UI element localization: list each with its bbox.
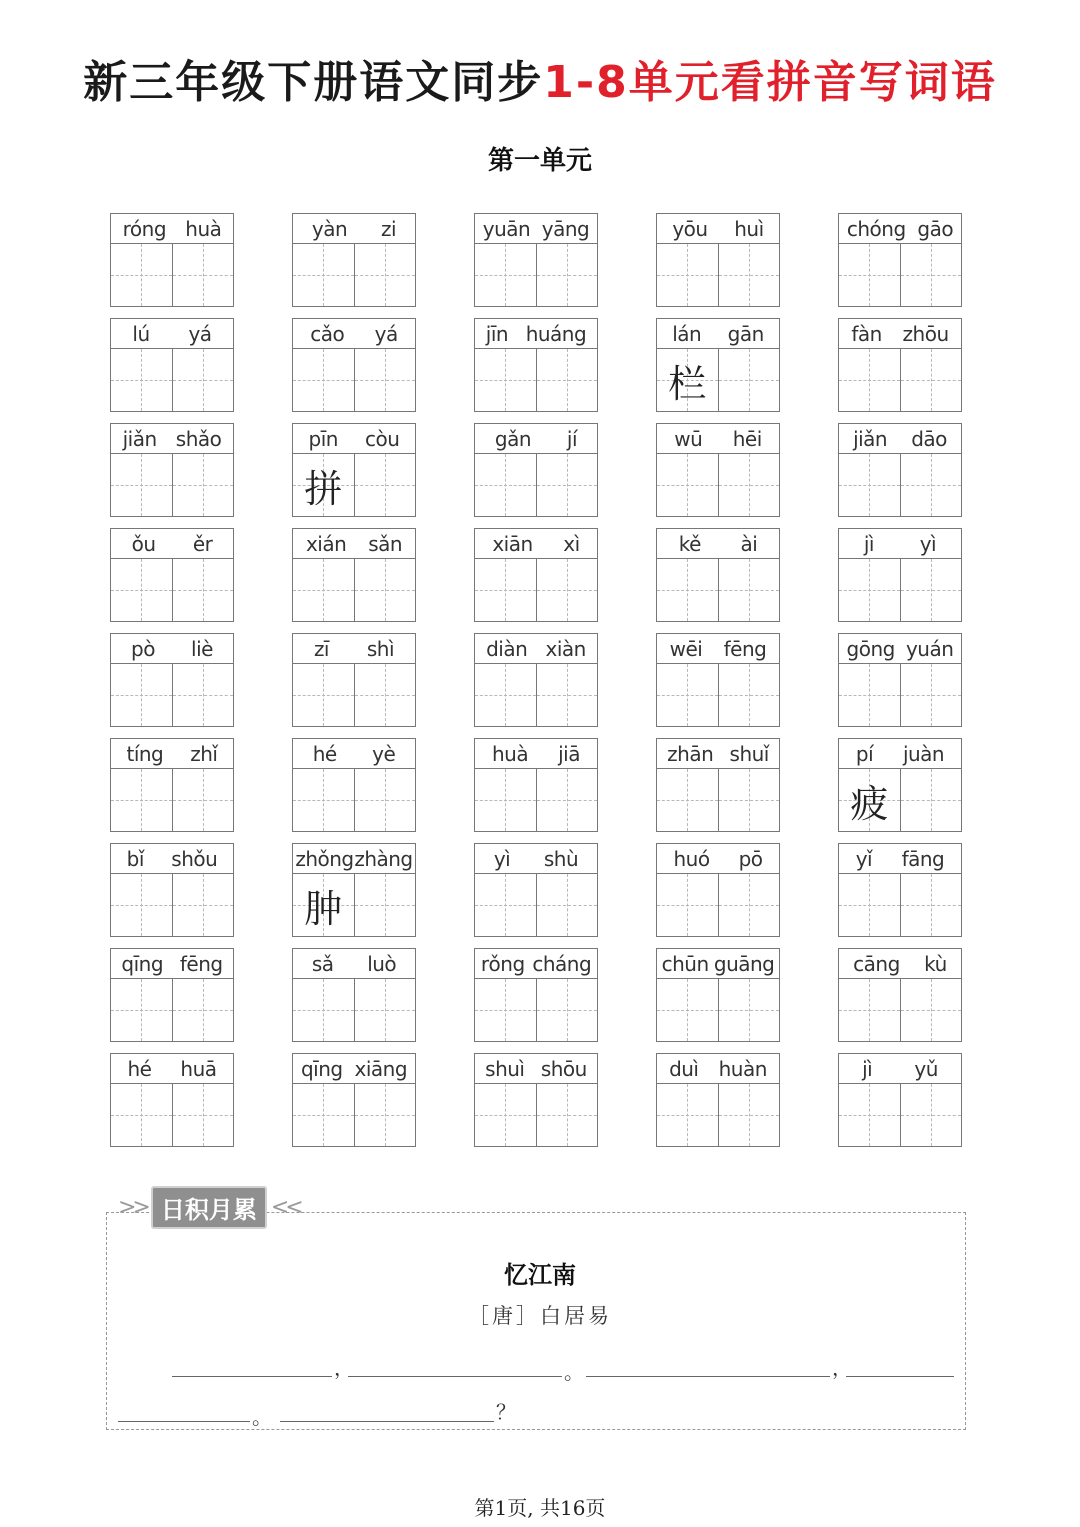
character-box[interactable] — [536, 244, 598, 306]
pinyin-row — [475, 424, 597, 454]
pinyin-syllable: gān — [727, 321, 764, 346]
pinyin-syllable: gāo — [917, 216, 954, 241]
word-card — [292, 948, 416, 1042]
pinyin-row — [475, 529, 597, 559]
word-card — [656, 1053, 780, 1147]
pinyin-row — [293, 949, 415, 979]
word-card — [292, 528, 416, 622]
pinyin-syllable: sǎ — [311, 951, 334, 976]
pinyin-row — [475, 214, 597, 244]
pinyin-syllable: yè — [372, 741, 396, 766]
character-box[interactable] — [839, 664, 900, 726]
pinyin-row — [839, 1054, 961, 1084]
pinyin-syllable: rǒng — [480, 951, 525, 976]
word-card — [656, 948, 780, 1042]
pinyin-syllable: hé — [312, 741, 337, 766]
word-card — [110, 843, 234, 937]
word-card — [110, 423, 234, 517]
character-box[interactable] — [111, 769, 172, 831]
badge-zigzag-right-icon: << — [270, 1194, 300, 1220]
pinyin-row — [293, 214, 415, 244]
pinyin-row — [839, 844, 961, 874]
blank-line[interactable] — [348, 1376, 562, 1377]
pinyin-row — [657, 214, 779, 244]
character-box[interactable] — [657, 979, 718, 1041]
character-box[interactable] — [111, 559, 172, 621]
blank-line[interactable] — [586, 1376, 830, 1377]
pinyin-row — [111, 739, 233, 769]
pinyin-syllable: jì — [862, 1056, 873, 1081]
character-box[interactable] — [354, 664, 416, 726]
character-box[interactable] — [839, 874, 900, 936]
blank-line[interactable] — [118, 1421, 250, 1422]
punctuation: ？ — [496, 1400, 516, 1424]
character-box[interactable] — [111, 979, 172, 1041]
word-card — [838, 843, 962, 937]
pinyin-row — [839, 529, 961, 559]
character-box[interactable] — [657, 874, 718, 936]
pinyin-syllable: huā — [180, 1056, 217, 1081]
character-answer: 栏 — [668, 361, 707, 406]
word-card — [110, 633, 234, 727]
page-footer: 第1页, 共16页 — [474, 1496, 606, 1520]
pinyin-syllable: yāng — [541, 216, 590, 241]
pinyin-syllable: xiāng — [354, 1056, 408, 1081]
character-box[interactable] — [657, 769, 718, 831]
character-box[interactable] — [354, 1084, 416, 1146]
character-box[interactable] — [172, 664, 234, 726]
pinyin-row — [839, 214, 961, 244]
punctuation: 。 — [564, 1360, 584, 1384]
pinyin-syllable: xiān — [492, 531, 533, 556]
word-card — [110, 318, 234, 412]
pinyin-syllable: tíng — [126, 741, 164, 766]
word-card — [110, 948, 234, 1042]
pinyin-row — [475, 739, 597, 769]
pinyin-syllable: zhōu — [902, 321, 949, 346]
pinyin-syllable: fēng — [723, 636, 767, 661]
word-grid — [110, 213, 970, 1147]
pinyin-syllable: fàn — [851, 321, 882, 346]
word-card — [292, 423, 416, 517]
word-card — [838, 738, 962, 832]
word-card — [292, 213, 416, 307]
character-box[interactable] — [839, 769, 900, 831]
pinyin-row — [111, 844, 233, 874]
word-card — [474, 318, 598, 412]
pinyin-row — [293, 319, 415, 349]
pinyin-syllable: duì — [669, 1056, 699, 1081]
character-box[interactable] — [900, 349, 962, 411]
word-card — [656, 423, 780, 517]
badge-zigzag-left-icon: >> — [118, 1194, 147, 1220]
pinyin-syllable: zhǒng — [295, 846, 354, 871]
word-card — [474, 633, 598, 727]
character-box[interactable] — [718, 664, 780, 726]
character-box[interactable] — [718, 244, 780, 306]
pinyin-syllable: pō — [738, 846, 763, 871]
pinyin-syllable: ài — [740, 531, 758, 556]
pinyin-syllable: gǎn — [494, 426, 532, 451]
character-box[interactable] — [657, 244, 718, 306]
pinyin-syllable: huó — [673, 846, 710, 871]
pinyin-syllable: xì — [563, 531, 580, 556]
pinyin-syllable: yì — [493, 846, 511, 871]
word-card — [292, 843, 416, 937]
pinyin-row — [839, 634, 961, 664]
character-box[interactable] — [536, 874, 598, 936]
character-box[interactable] — [718, 979, 780, 1041]
pinyin-row — [475, 319, 597, 349]
title-part-black: 新三年级下册语文同步 — [83, 57, 544, 108]
pinyin-syllable: huàn — [718, 1056, 767, 1081]
pinyin-syllable: jiǎn — [122, 426, 157, 451]
pinyin-row — [293, 844, 415, 874]
page-title — [0, 48, 1080, 118]
pinyin-syllable: ǒu — [131, 531, 156, 556]
character-box[interactable] — [293, 874, 354, 936]
pinyin-syllable: shuǐ — [729, 741, 769, 766]
character-box[interactable] — [475, 979, 536, 1041]
character-box[interactable] — [111, 349, 172, 411]
pinyin-syllable: yuān — [482, 216, 531, 241]
pinyin-syllable: juàn — [902, 741, 945, 766]
character-box[interactable] — [111, 1084, 172, 1146]
section-title: 第一单元 — [487, 146, 592, 176]
pinyin-syllable: zhàng — [354, 846, 413, 871]
pinyin-row — [111, 319, 233, 349]
character-box[interactable] — [839, 454, 900, 516]
pinyin-row — [839, 424, 961, 454]
pinyin-syllable: yàn — [311, 216, 348, 241]
pinyin-syllable: shǒu — [171, 846, 218, 871]
pinyin-row — [111, 424, 233, 454]
character-box[interactable] — [475, 559, 536, 621]
word-card — [838, 528, 962, 622]
poem-title: 忆江南 — [504, 1260, 576, 1289]
character-box[interactable] — [475, 349, 536, 411]
character-box[interactable] — [536, 664, 598, 726]
character-box[interactable] — [475, 244, 536, 306]
pinyin-syllable: xián — [305, 531, 347, 556]
character-box[interactable] — [900, 244, 962, 306]
character-box[interactable] — [475, 874, 536, 936]
character-box[interactable] — [172, 1084, 234, 1146]
pinyin-syllable: shuì — [485, 1056, 525, 1081]
character-box[interactable] — [657, 559, 718, 621]
pinyin-syllable: wū — [674, 426, 703, 451]
pinyin-row — [657, 1054, 779, 1084]
character-box[interactable] — [475, 664, 536, 726]
character-box[interactable] — [172, 979, 234, 1041]
pinyin-row — [475, 844, 597, 874]
pinyin-row — [293, 739, 415, 769]
pinyin-syllable: yuán — [905, 636, 954, 661]
character-box[interactable] — [354, 349, 416, 411]
pinyin-syllable: xiàn — [545, 636, 586, 661]
panel-badge — [118, 1188, 300, 1226]
character-answer: 疲 — [850, 781, 889, 826]
character-box[interactable] — [354, 454, 416, 516]
character-box[interactable] — [354, 979, 416, 1041]
poem-author: ［唐］白居易 — [468, 1304, 612, 1328]
pinyin-row — [657, 634, 779, 664]
pinyin-syllable: còu — [365, 426, 400, 451]
pinyin-syllable: jiā — [558, 741, 580, 766]
pinyin-syllable: lán — [672, 321, 702, 346]
word-card — [292, 1053, 416, 1147]
character-box[interactable] — [839, 244, 900, 306]
pinyin-syllable: yì — [919, 531, 937, 556]
word-card — [474, 423, 598, 517]
pinyin-syllable: bǐ — [126, 846, 144, 871]
pinyin-syllable: róng — [122, 216, 167, 241]
pinyin-syllable: dāo — [911, 426, 947, 451]
character-box[interactable] — [111, 454, 172, 516]
pinyin-row — [475, 1054, 597, 1084]
word-card — [474, 528, 598, 622]
character-box[interactable] — [475, 454, 536, 516]
pinyin-row — [657, 529, 779, 559]
character-box[interactable] — [839, 979, 900, 1041]
word-card — [474, 213, 598, 307]
pinyin-syllable: ěr — [192, 531, 213, 556]
character-box[interactable] — [172, 559, 234, 621]
word-card — [838, 213, 962, 307]
pinyin-row — [839, 739, 961, 769]
character-answer: 拼 — [304, 466, 343, 511]
pinyin-row — [657, 319, 779, 349]
pinyin-syllable: fāng — [901, 846, 945, 871]
character-box[interactable] — [718, 874, 780, 936]
character-box[interactable] — [657, 1084, 718, 1146]
pinyin-syllable: zhǐ — [190, 741, 218, 766]
pinyin-syllable: gōng — [846, 636, 895, 661]
pinyin-row — [111, 634, 233, 664]
pinyin-syllable: zi — [381, 216, 397, 241]
character-box[interactable] — [657, 349, 718, 411]
character-box[interactable] — [657, 454, 718, 516]
character-box[interactable] — [354, 559, 416, 621]
word-card — [838, 1053, 962, 1147]
pinyin-row — [657, 949, 779, 979]
character-box[interactable] — [354, 874, 416, 936]
character-box[interactable] — [536, 769, 598, 831]
pinyin-syllable: lú — [132, 321, 150, 346]
pinyin-syllable: yǔ — [914, 1056, 938, 1081]
character-box[interactable] — [536, 559, 598, 621]
character-box[interactable] — [293, 349, 354, 411]
pinyin-syllable: shù — [543, 846, 579, 871]
pinyin-syllable: pí — [855, 741, 874, 766]
word-card — [656, 633, 780, 727]
character-box[interactable] — [293, 664, 354, 726]
pinyin-row — [293, 634, 415, 664]
character-box[interactable] — [718, 1084, 780, 1146]
character-box[interactable] — [475, 769, 536, 831]
word-card — [838, 633, 962, 727]
word-card — [838, 423, 962, 517]
pinyin-syllable: shǎo — [175, 426, 222, 451]
character-box[interactable] — [293, 979, 354, 1041]
pinyin-syllable: zhān — [667, 741, 714, 766]
pinyin-syllable: chūn — [661, 951, 709, 976]
word-card — [656, 528, 780, 622]
pinyin-syllable: pò — [131, 636, 155, 661]
title-part-red: 1-8单元看拼音写词语 — [543, 57, 997, 108]
word-card — [656, 318, 780, 412]
pinyin-row — [293, 1054, 415, 1084]
pinyin-syllable: huà — [185, 216, 222, 241]
word-card — [292, 738, 416, 832]
character-box[interactable] — [354, 244, 416, 306]
character-box[interactable] — [900, 874, 962, 936]
character-box[interactable] — [172, 874, 234, 936]
character-box[interactable] — [900, 1084, 962, 1146]
pinyin-syllable: shōu — [540, 1056, 587, 1081]
character-box[interactable] — [718, 559, 780, 621]
word-card — [110, 1053, 234, 1147]
word-card — [474, 1053, 598, 1147]
character-box[interactable] — [718, 349, 780, 411]
pinyin-syllable: jīn — [485, 321, 509, 346]
pinyin-syllable: liè — [191, 636, 213, 661]
word-card — [292, 633, 416, 727]
character-box[interactable] — [839, 349, 900, 411]
character-box[interactable] — [839, 559, 900, 621]
pinyin-row — [475, 949, 597, 979]
character-box[interactable] — [657, 664, 718, 726]
character-box[interactable] — [293, 1084, 354, 1146]
character-box[interactable] — [293, 454, 354, 516]
character-box[interactable] — [839, 1084, 900, 1146]
character-box[interactable] — [172, 244, 234, 306]
pinyin-syllable: huáng — [525, 321, 587, 346]
pinyin-syllable: hēi — [732, 426, 762, 451]
blank-line[interactable] — [280, 1421, 494, 1422]
word-card — [656, 738, 780, 832]
character-box[interactable] — [293, 769, 354, 831]
pinyin-syllable: diàn — [486, 636, 528, 661]
pinyin-syllable: shì — [366, 636, 395, 661]
character-box[interactable] — [172, 349, 234, 411]
character-answer: 肿 — [304, 886, 343, 931]
pinyin-syllable: cāng — [853, 951, 900, 976]
word-card — [474, 738, 598, 832]
character-box[interactable] — [172, 454, 234, 516]
pinyin-row — [839, 949, 961, 979]
character-box[interactable] — [536, 979, 598, 1041]
character-box[interactable] — [293, 559, 354, 621]
word-card — [474, 843, 598, 937]
character-box[interactable] — [900, 769, 962, 831]
pinyin-row — [293, 529, 415, 559]
pinyin-syllable: jí — [566, 426, 578, 451]
pinyin-syllable: jì — [863, 531, 874, 556]
pinyin-syllable: cǎo — [310, 321, 345, 346]
pinyin-syllable: jiǎn — [853, 426, 888, 451]
pinyin-syllable: yǐ — [855, 846, 873, 871]
character-box[interactable] — [900, 664, 962, 726]
pinyin-syllable: kě — [678, 531, 701, 556]
pinyin-row — [111, 949, 233, 979]
character-box[interactable] — [475, 1084, 536, 1146]
pinyin-syllable: chóng — [846, 216, 906, 241]
word-card — [838, 318, 962, 412]
pinyin-syllable: yá — [374, 321, 398, 346]
pinyin-row — [657, 739, 779, 769]
character-box[interactable] — [536, 454, 598, 516]
character-box[interactable] — [536, 349, 598, 411]
word-card — [110, 213, 234, 307]
pinyin-syllable: pīn — [308, 426, 338, 451]
word-card — [838, 948, 962, 1042]
pinyin-row — [111, 1054, 233, 1084]
badge-label: 日积月累 — [151, 1186, 267, 1229]
pinyin-row — [111, 214, 233, 244]
pinyin-syllable: luò — [367, 951, 397, 976]
character-box[interactable] — [900, 454, 962, 516]
blank-line[interactable] — [172, 1376, 332, 1377]
word-card — [656, 213, 780, 307]
pinyin-row — [293, 424, 415, 454]
pinyin-row — [111, 529, 233, 559]
character-box[interactable] — [536, 1084, 598, 1146]
pinyin-row — [475, 634, 597, 664]
blank-line[interactable] — [846, 1376, 954, 1377]
pinyin-row — [657, 844, 779, 874]
character-box[interactable] — [900, 979, 962, 1041]
pinyin-syllable: zī — [313, 636, 329, 661]
punctuation: 。 — [252, 1405, 272, 1429]
character-box[interactable] — [111, 664, 172, 726]
pinyin-syllable: kù — [924, 951, 947, 976]
pinyin-syllable: fēng — [179, 951, 223, 976]
pinyin-syllable: cháng — [532, 951, 592, 976]
word-card — [292, 318, 416, 412]
pinyin-row — [657, 424, 779, 454]
character-box[interactable] — [900, 559, 962, 621]
character-box[interactable] — [718, 769, 780, 831]
character-box[interactable] — [354, 769, 416, 831]
word-card — [474, 948, 598, 1042]
word-card — [656, 843, 780, 937]
pinyin-syllable: yōu — [672, 216, 708, 241]
word-card — [110, 738, 234, 832]
character-box[interactable] — [718, 454, 780, 516]
character-box[interactable] — [172, 769, 234, 831]
pinyin-syllable: yá — [188, 321, 212, 346]
pinyin-syllable: guāng — [713, 951, 775, 976]
punctuation: ， — [832, 1356, 852, 1380]
character-box[interactable] — [293, 244, 354, 306]
word-card — [110, 528, 234, 622]
pinyin-syllable: huà — [492, 741, 529, 766]
character-box[interactable] — [111, 874, 172, 936]
pinyin-syllable: sǎn — [368, 531, 403, 556]
pinyin-syllable: wēi — [669, 636, 703, 661]
pinyin-syllable: huì — [734, 216, 764, 241]
pinyin-syllable: hé — [127, 1056, 152, 1081]
pinyin-syllable: qīng — [121, 951, 164, 976]
pinyin-row — [839, 319, 961, 349]
pinyin-syllable: qīng — [300, 1056, 343, 1081]
character-box[interactable] — [111, 244, 172, 306]
punctuation: ， — [334, 1356, 354, 1380]
